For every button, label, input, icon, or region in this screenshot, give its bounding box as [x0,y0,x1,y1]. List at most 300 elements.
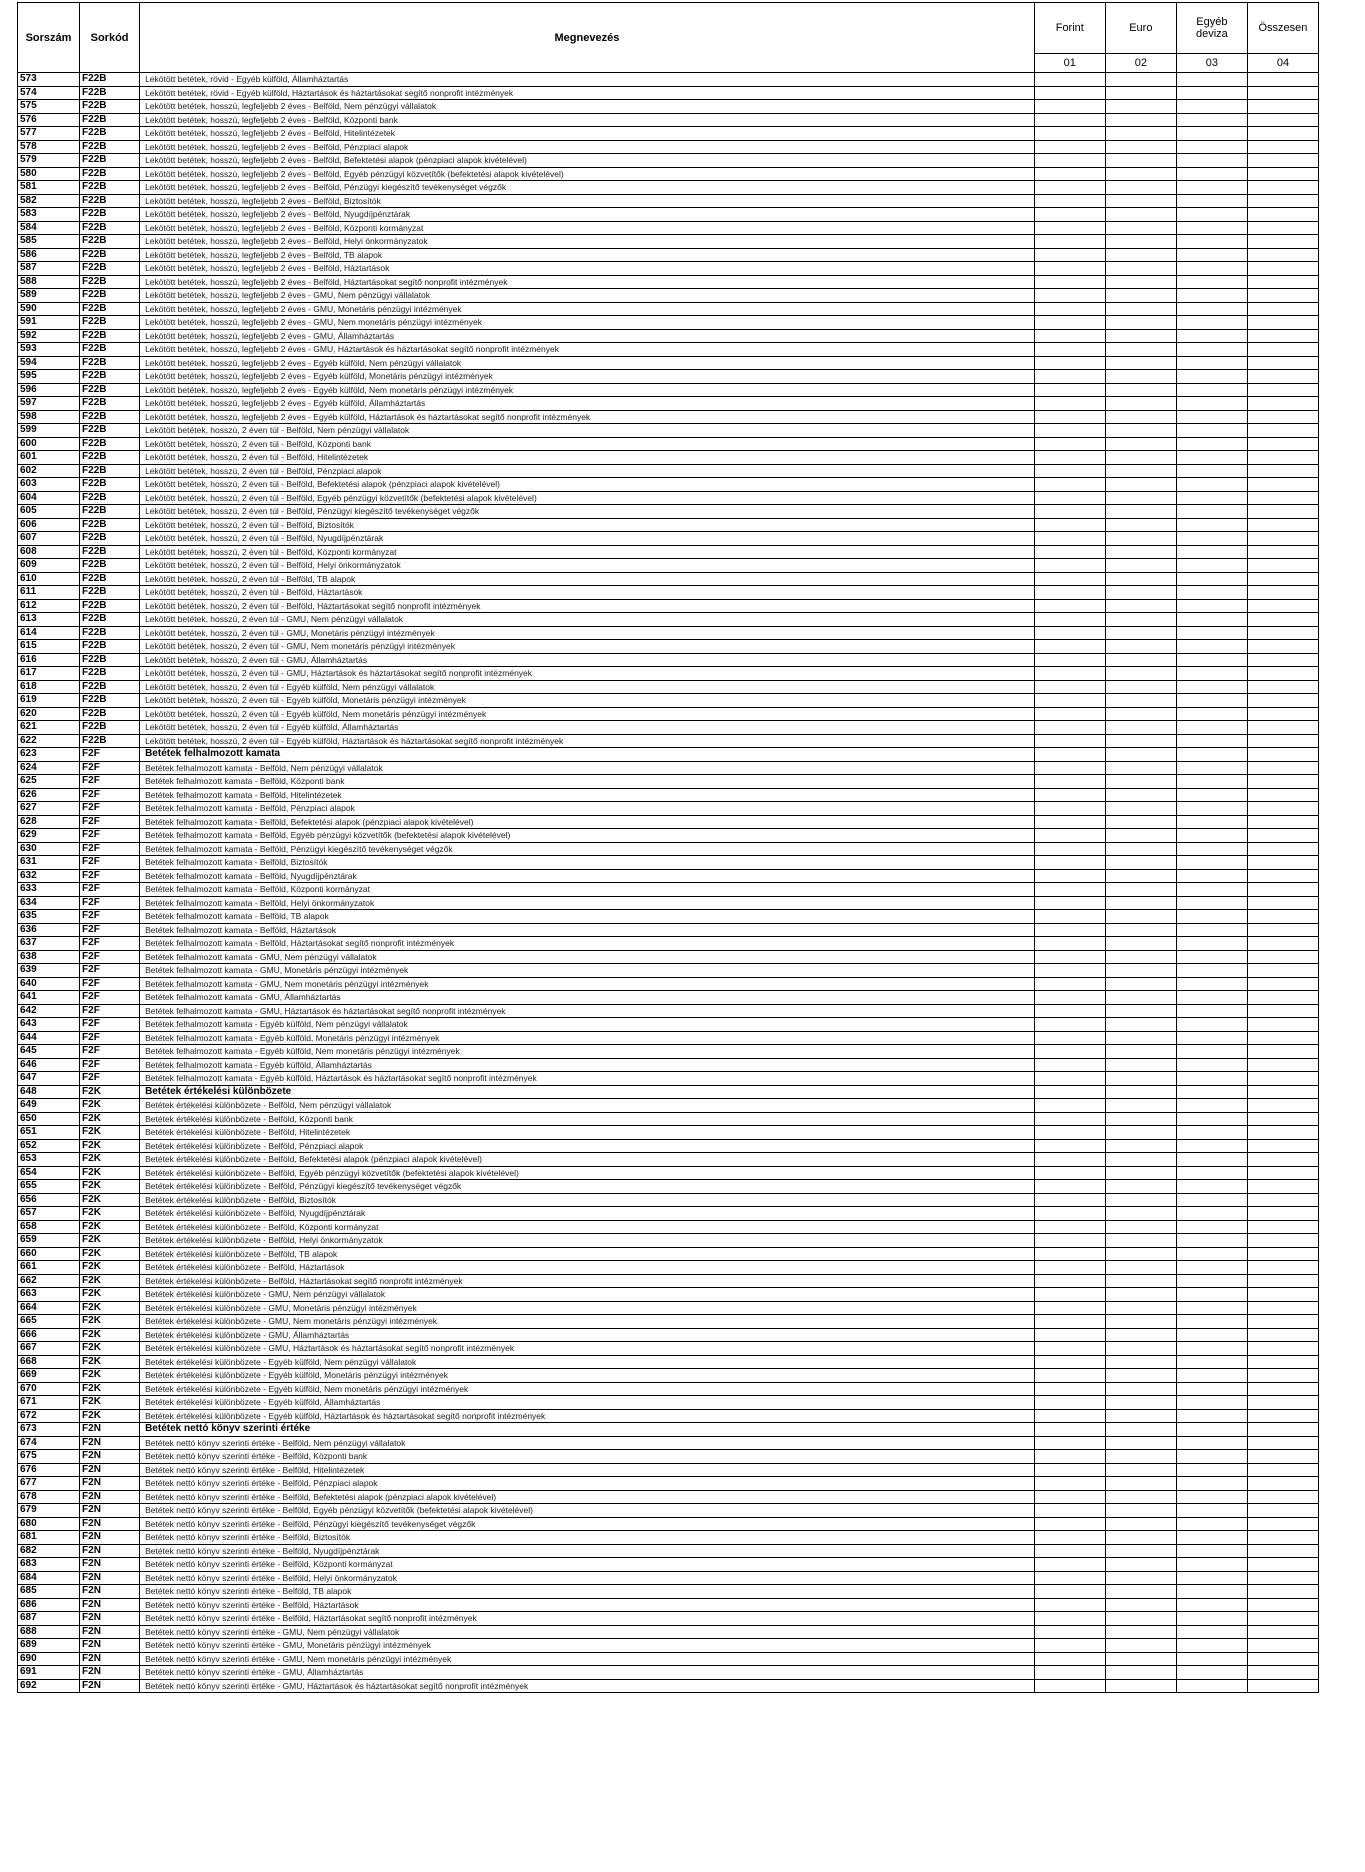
value-forint-cell[interactable] [1034,991,1105,1005]
value-osszesen-cell[interactable] [1247,1220,1318,1234]
value-forint-cell[interactable] [1034,1450,1105,1464]
value-forint-cell[interactable] [1034,896,1105,910]
value-osszesen-cell[interactable] [1247,343,1318,357]
value-euro-cell[interactable] [1105,221,1176,235]
value-osszesen-cell[interactable] [1247,707,1318,721]
value-egyeb-deviza-cell[interactable] [1176,653,1247,667]
value-egyeb-deviza-cell[interactable] [1176,1031,1247,1045]
value-osszesen-cell[interactable] [1247,1544,1318,1558]
value-euro-cell[interactable] [1105,883,1176,897]
value-egyeb-deviza-cell[interactable] [1176,1571,1247,1585]
value-forint-cell[interactable] [1034,1423,1105,1437]
value-euro-cell[interactable] [1105,626,1176,640]
value-euro-cell[interactable] [1105,464,1176,478]
value-egyeb-deviza-cell[interactable] [1176,194,1247,208]
value-euro-cell[interactable] [1105,1652,1176,1666]
value-osszesen-cell[interactable] [1247,1099,1318,1113]
value-forint-cell[interactable] [1034,626,1105,640]
value-euro-cell[interactable] [1105,775,1176,789]
value-euro-cell[interactable] [1105,1396,1176,1410]
value-forint-cell[interactable] [1034,86,1105,100]
value-forint-cell[interactable] [1034,424,1105,438]
value-egyeb-deviza-cell[interactable] [1176,1382,1247,1396]
value-osszesen-cell[interactable] [1247,437,1318,451]
value-osszesen-cell[interactable] [1247,1112,1318,1126]
value-osszesen-cell[interactable] [1247,1625,1318,1639]
value-egyeb-deviza-cell[interactable] [1176,667,1247,681]
value-osszesen-cell[interactable] [1247,667,1318,681]
value-egyeb-deviza-cell[interactable] [1176,1315,1247,1329]
value-euro-cell[interactable] [1105,1531,1176,1545]
value-egyeb-deviza-cell[interactable] [1176,397,1247,411]
value-euro-cell[interactable] [1105,532,1176,546]
value-osszesen-cell[interactable] [1247,626,1318,640]
value-forint-cell[interactable] [1034,505,1105,519]
value-euro-cell[interactable] [1105,329,1176,343]
value-egyeb-deviza-cell[interactable] [1176,748,1247,762]
value-forint-cell[interactable] [1034,1517,1105,1531]
value-osszesen-cell[interactable] [1247,424,1318,438]
value-egyeb-deviza-cell[interactable] [1176,572,1247,586]
value-egyeb-deviza-cell[interactable] [1176,910,1247,924]
value-egyeb-deviza-cell[interactable] [1176,1585,1247,1599]
value-euro-cell[interactable] [1105,248,1176,262]
value-forint-cell[interactable] [1034,1139,1105,1153]
value-osszesen-cell[interactable] [1247,1261,1318,1275]
value-forint-cell[interactable] [1034,289,1105,303]
value-euro-cell[interactable] [1105,788,1176,802]
value-euro-cell[interactable] [1105,73,1176,87]
value-egyeb-deviza-cell[interactable] [1176,734,1247,748]
value-egyeb-deviza-cell[interactable] [1176,275,1247,289]
value-forint-cell[interactable] [1034,1369,1105,1383]
value-osszesen-cell[interactable] [1247,896,1318,910]
value-egyeb-deviza-cell[interactable] [1176,289,1247,303]
value-egyeb-deviza-cell[interactable] [1176,221,1247,235]
value-forint-cell[interactable] [1034,748,1105,762]
value-osszesen-cell[interactable] [1247,275,1318,289]
value-osszesen-cell[interactable] [1247,532,1318,546]
value-euro-cell[interactable] [1105,761,1176,775]
value-egyeb-deviza-cell[interactable] [1176,1274,1247,1288]
value-forint-cell[interactable] [1034,1342,1105,1356]
value-osszesen-cell[interactable] [1247,775,1318,789]
value-euro-cell[interactable] [1105,1436,1176,1450]
value-osszesen-cell[interactable] [1247,977,1318,991]
value-euro-cell[interactable] [1105,478,1176,492]
value-euro-cell[interactable] [1105,410,1176,424]
value-egyeb-deviza-cell[interactable] [1176,451,1247,465]
value-osszesen-cell[interactable] [1247,208,1318,222]
value-osszesen-cell[interactable] [1247,1166,1318,1180]
value-forint-cell[interactable] [1034,545,1105,559]
value-euro-cell[interactable] [1105,937,1176,951]
value-osszesen-cell[interactable] [1247,950,1318,964]
value-osszesen-cell[interactable] [1247,383,1318,397]
value-egyeb-deviza-cell[interactable] [1176,842,1247,856]
value-forint-cell[interactable] [1034,707,1105,721]
value-euro-cell[interactable] [1105,1355,1176,1369]
value-osszesen-cell[interactable] [1247,154,1318,168]
value-osszesen-cell[interactable] [1247,289,1318,303]
value-egyeb-deviza-cell[interactable] [1176,1598,1247,1612]
value-egyeb-deviza-cell[interactable] [1176,626,1247,640]
value-euro-cell[interactable] [1105,910,1176,924]
value-euro-cell[interactable] [1105,1072,1176,1086]
value-forint-cell[interactable] [1034,613,1105,627]
value-forint-cell[interactable] [1034,1328,1105,1342]
value-egyeb-deviza-cell[interactable] [1176,1328,1247,1342]
value-euro-cell[interactable] [1105,748,1176,762]
value-osszesen-cell[interactable] [1247,964,1318,978]
value-forint-cell[interactable] [1034,329,1105,343]
value-egyeb-deviza-cell[interactable] [1176,964,1247,978]
value-egyeb-deviza-cell[interactable] [1176,707,1247,721]
value-forint-cell[interactable] [1034,1409,1105,1423]
value-egyeb-deviza-cell[interactable] [1176,316,1247,330]
value-egyeb-deviza-cell[interactable] [1176,613,1247,627]
value-forint-cell[interactable] [1034,1652,1105,1666]
value-egyeb-deviza-cell[interactable] [1176,1045,1247,1059]
value-euro-cell[interactable] [1105,1004,1176,1018]
value-forint-cell[interactable] [1034,1598,1105,1612]
value-egyeb-deviza-cell[interactable] [1176,545,1247,559]
value-osszesen-cell[interactable] [1247,262,1318,276]
value-euro-cell[interactable] [1105,1585,1176,1599]
value-euro-cell[interactable] [1105,1274,1176,1288]
value-euro-cell[interactable] [1105,1477,1176,1491]
value-forint-cell[interactable] [1034,950,1105,964]
value-osszesen-cell[interactable] [1247,1612,1318,1626]
value-osszesen-cell[interactable] [1247,991,1318,1005]
value-forint-cell[interactable] [1034,761,1105,775]
value-osszesen-cell[interactable] [1247,410,1318,424]
value-forint-cell[interactable] [1034,1085,1105,1099]
value-euro-cell[interactable] [1105,1207,1176,1221]
value-euro-cell[interactable] [1105,1558,1176,1572]
value-osszesen-cell[interactable] [1247,1180,1318,1194]
value-euro-cell[interactable] [1105,1180,1176,1194]
value-forint-cell[interactable] [1034,1396,1105,1410]
value-osszesen-cell[interactable] [1247,356,1318,370]
value-egyeb-deviza-cell[interactable] [1176,1490,1247,1504]
value-euro-cell[interactable] [1105,356,1176,370]
value-osszesen-cell[interactable] [1247,1031,1318,1045]
value-osszesen-cell[interactable] [1247,680,1318,694]
value-egyeb-deviza-cell[interactable] [1176,167,1247,181]
value-egyeb-deviza-cell[interactable] [1176,883,1247,897]
value-forint-cell[interactable] [1034,869,1105,883]
value-egyeb-deviza-cell[interactable] [1176,1436,1247,1450]
value-osszesen-cell[interactable] [1247,478,1318,492]
value-forint-cell[interactable] [1034,491,1105,505]
value-euro-cell[interactable] [1105,734,1176,748]
value-osszesen-cell[interactable] [1247,559,1318,573]
value-euro-cell[interactable] [1105,194,1176,208]
value-osszesen-cell[interactable] [1247,1450,1318,1464]
value-egyeb-deviza-cell[interactable] [1176,694,1247,708]
value-euro-cell[interactable] [1105,1598,1176,1612]
value-euro-cell[interactable] [1105,653,1176,667]
value-forint-cell[interactable] [1034,316,1105,330]
value-euro-cell[interactable] [1105,1126,1176,1140]
value-forint-cell[interactable] [1034,1490,1105,1504]
value-egyeb-deviza-cell[interactable] [1176,518,1247,532]
value-egyeb-deviza-cell[interactable] [1176,586,1247,600]
value-osszesen-cell[interactable] [1247,802,1318,816]
value-forint-cell[interactable] [1034,248,1105,262]
value-euro-cell[interactable] [1105,302,1176,316]
value-osszesen-cell[interactable] [1247,86,1318,100]
value-euro-cell[interactable] [1105,424,1176,438]
value-egyeb-deviza-cell[interactable] [1176,1369,1247,1383]
value-osszesen-cell[interactable] [1247,748,1318,762]
value-forint-cell[interactable] [1034,208,1105,222]
value-euro-cell[interactable] [1105,1139,1176,1153]
value-euro-cell[interactable] [1105,1382,1176,1396]
value-egyeb-deviza-cell[interactable] [1176,1652,1247,1666]
value-forint-cell[interactable] [1034,1126,1105,1140]
value-forint-cell[interactable] [1034,667,1105,681]
value-osszesen-cell[interactable] [1247,248,1318,262]
value-forint-cell[interactable] [1034,1099,1105,1113]
value-osszesen-cell[interactable] [1247,640,1318,654]
value-forint-cell[interactable] [1034,1531,1105,1545]
value-euro-cell[interactable] [1105,977,1176,991]
value-euro-cell[interactable] [1105,100,1176,114]
value-egyeb-deviza-cell[interactable] [1176,1112,1247,1126]
value-egyeb-deviza-cell[interactable] [1176,505,1247,519]
value-euro-cell[interactable] [1105,1612,1176,1626]
value-osszesen-cell[interactable] [1247,1423,1318,1437]
value-euro-cell[interactable] [1105,815,1176,829]
value-egyeb-deviza-cell[interactable] [1176,329,1247,343]
value-euro-cell[interactable] [1105,343,1176,357]
value-euro-cell[interactable] [1105,262,1176,276]
value-euro-cell[interactable] [1105,545,1176,559]
value-osszesen-cell[interactable] [1247,1598,1318,1612]
value-euro-cell[interactable] [1105,1463,1176,1477]
value-forint-cell[interactable] [1034,1504,1105,1518]
value-osszesen-cell[interactable] [1247,113,1318,127]
value-forint-cell[interactable] [1034,1220,1105,1234]
value-euro-cell[interactable] [1105,572,1176,586]
value-osszesen-cell[interactable] [1247,1328,1318,1342]
value-forint-cell[interactable] [1034,1301,1105,1315]
value-egyeb-deviza-cell[interactable] [1176,1639,1247,1653]
value-osszesen-cell[interactable] [1247,694,1318,708]
value-osszesen-cell[interactable] [1247,1018,1318,1032]
value-egyeb-deviza-cell[interactable] [1176,1072,1247,1086]
value-egyeb-deviza-cell[interactable] [1176,829,1247,843]
value-egyeb-deviza-cell[interactable] [1176,1301,1247,1315]
value-osszesen-cell[interactable] [1247,829,1318,843]
value-forint-cell[interactable] [1034,1153,1105,1167]
value-euro-cell[interactable] [1105,1112,1176,1126]
value-euro-cell[interactable] [1105,1247,1176,1261]
value-egyeb-deviza-cell[interactable] [1176,383,1247,397]
value-osszesen-cell[interactable] [1247,1072,1318,1086]
value-egyeb-deviza-cell[interactable] [1176,1450,1247,1464]
value-egyeb-deviza-cell[interactable] [1176,1207,1247,1221]
value-forint-cell[interactable] [1034,842,1105,856]
value-forint-cell[interactable] [1034,694,1105,708]
value-euro-cell[interactable] [1105,680,1176,694]
value-forint-cell[interactable] [1034,1571,1105,1585]
value-euro-cell[interactable] [1105,1031,1176,1045]
value-osszesen-cell[interactable] [1247,451,1318,465]
value-egyeb-deviza-cell[interactable] [1176,262,1247,276]
value-egyeb-deviza-cell[interactable] [1176,532,1247,546]
value-egyeb-deviza-cell[interactable] [1176,923,1247,937]
value-forint-cell[interactable] [1034,451,1105,465]
value-forint-cell[interactable] [1034,127,1105,141]
value-osszesen-cell[interactable] [1247,923,1318,937]
value-osszesen-cell[interactable] [1247,653,1318,667]
value-osszesen-cell[interactable] [1247,1639,1318,1653]
value-egyeb-deviza-cell[interactable] [1176,1193,1247,1207]
value-euro-cell[interactable] [1105,1504,1176,1518]
value-forint-cell[interactable] [1034,640,1105,654]
value-forint-cell[interactable] [1034,1355,1105,1369]
value-euro-cell[interactable] [1105,451,1176,465]
value-euro-cell[interactable] [1105,1234,1176,1248]
value-osszesen-cell[interactable] [1247,1247,1318,1261]
value-osszesen-cell[interactable] [1247,316,1318,330]
value-osszesen-cell[interactable] [1247,545,1318,559]
value-euro-cell[interactable] [1105,694,1176,708]
value-forint-cell[interactable] [1034,100,1105,114]
value-egyeb-deviza-cell[interactable] [1176,1342,1247,1356]
value-forint-cell[interactable] [1034,1382,1105,1396]
value-egyeb-deviza-cell[interactable] [1176,815,1247,829]
value-osszesen-cell[interactable] [1247,1504,1318,1518]
value-euro-cell[interactable] [1105,397,1176,411]
value-egyeb-deviza-cell[interactable] [1176,1004,1247,1018]
value-forint-cell[interactable] [1034,1679,1105,1693]
value-osszesen-cell[interactable] [1247,586,1318,600]
value-osszesen-cell[interactable] [1247,1369,1318,1383]
value-osszesen-cell[interactable] [1247,505,1318,519]
value-forint-cell[interactable] [1034,1261,1105,1275]
value-egyeb-deviza-cell[interactable] [1176,1085,1247,1099]
value-osszesen-cell[interactable] [1247,1004,1318,1018]
value-egyeb-deviza-cell[interactable] [1176,86,1247,100]
value-egyeb-deviza-cell[interactable] [1176,464,1247,478]
value-forint-cell[interactable] [1034,559,1105,573]
value-egyeb-deviza-cell[interactable] [1176,100,1247,114]
value-euro-cell[interactable] [1105,208,1176,222]
value-euro-cell[interactable] [1105,1045,1176,1059]
value-osszesen-cell[interactable] [1247,302,1318,316]
value-forint-cell[interactable] [1034,221,1105,235]
value-forint-cell[interactable] [1034,154,1105,168]
value-osszesen-cell[interactable] [1247,1058,1318,1072]
value-forint-cell[interactable] [1034,653,1105,667]
value-forint-cell[interactable] [1034,586,1105,600]
value-forint-cell[interactable] [1034,1288,1105,1302]
value-euro-cell[interactable] [1105,1639,1176,1653]
value-egyeb-deviza-cell[interactable] [1176,869,1247,883]
value-forint-cell[interactable] [1034,1612,1105,1626]
value-forint-cell[interactable] [1034,937,1105,951]
value-egyeb-deviza-cell[interactable] [1176,235,1247,249]
value-euro-cell[interactable] [1105,964,1176,978]
value-forint-cell[interactable] [1034,1666,1105,1680]
value-forint-cell[interactable] [1034,1166,1105,1180]
value-egyeb-deviza-cell[interactable] [1176,599,1247,613]
value-egyeb-deviza-cell[interactable] [1176,1423,1247,1437]
value-egyeb-deviza-cell[interactable] [1176,1018,1247,1032]
value-osszesen-cell[interactable] [1247,1477,1318,1491]
value-forint-cell[interactable] [1034,977,1105,991]
value-egyeb-deviza-cell[interactable] [1176,1234,1247,1248]
value-egyeb-deviza-cell[interactable] [1176,1679,1247,1693]
value-egyeb-deviza-cell[interactable] [1176,437,1247,451]
value-osszesen-cell[interactable] [1247,613,1318,627]
value-euro-cell[interactable] [1105,437,1176,451]
value-egyeb-deviza-cell[interactable] [1176,1477,1247,1491]
value-euro-cell[interactable] [1105,1450,1176,1464]
value-egyeb-deviza-cell[interactable] [1176,140,1247,154]
value-osszesen-cell[interactable] [1247,1517,1318,1531]
value-forint-cell[interactable] [1034,235,1105,249]
value-euro-cell[interactable] [1105,991,1176,1005]
value-forint-cell[interactable] [1034,356,1105,370]
value-egyeb-deviza-cell[interactable] [1176,1247,1247,1261]
value-osszesen-cell[interactable] [1247,235,1318,249]
value-forint-cell[interactable] [1034,343,1105,357]
value-forint-cell[interactable] [1034,167,1105,181]
value-euro-cell[interactable] [1105,1423,1176,1437]
value-forint-cell[interactable] [1034,1004,1105,1018]
value-euro-cell[interactable] [1105,1301,1176,1315]
value-forint-cell[interactable] [1034,1180,1105,1194]
value-egyeb-deviza-cell[interactable] [1176,761,1247,775]
value-forint-cell[interactable] [1034,262,1105,276]
value-euro-cell[interactable] [1105,113,1176,127]
value-osszesen-cell[interactable] [1247,869,1318,883]
value-euro-cell[interactable] [1105,1517,1176,1531]
value-euro-cell[interactable] [1105,1679,1176,1693]
value-osszesen-cell[interactable] [1247,1234,1318,1248]
value-egyeb-deviza-cell[interactable] [1176,1126,1247,1140]
value-forint-cell[interactable] [1034,275,1105,289]
value-forint-cell[interactable] [1034,802,1105,816]
value-egyeb-deviza-cell[interactable] [1176,1058,1247,1072]
value-forint-cell[interactable] [1034,734,1105,748]
value-euro-cell[interactable] [1105,1099,1176,1113]
value-egyeb-deviza-cell[interactable] [1176,788,1247,802]
value-osszesen-cell[interactable] [1247,491,1318,505]
value-osszesen-cell[interactable] [1247,518,1318,532]
value-forint-cell[interactable] [1034,1207,1105,1221]
value-osszesen-cell[interactable] [1247,1085,1318,1099]
value-egyeb-deviza-cell[interactable] [1176,1558,1247,1572]
value-egyeb-deviza-cell[interactable] [1176,154,1247,168]
value-osszesen-cell[interactable] [1247,73,1318,87]
value-egyeb-deviza-cell[interactable] [1176,950,1247,964]
value-euro-cell[interactable] [1105,127,1176,141]
value-forint-cell[interactable] [1034,478,1105,492]
value-egyeb-deviza-cell[interactable] [1176,721,1247,735]
value-euro-cell[interactable] [1105,1666,1176,1680]
value-euro-cell[interactable] [1105,1166,1176,1180]
value-forint-cell[interactable] [1034,370,1105,384]
value-egyeb-deviza-cell[interactable] [1176,896,1247,910]
value-forint-cell[interactable] [1034,1031,1105,1045]
value-osszesen-cell[interactable] [1247,1382,1318,1396]
